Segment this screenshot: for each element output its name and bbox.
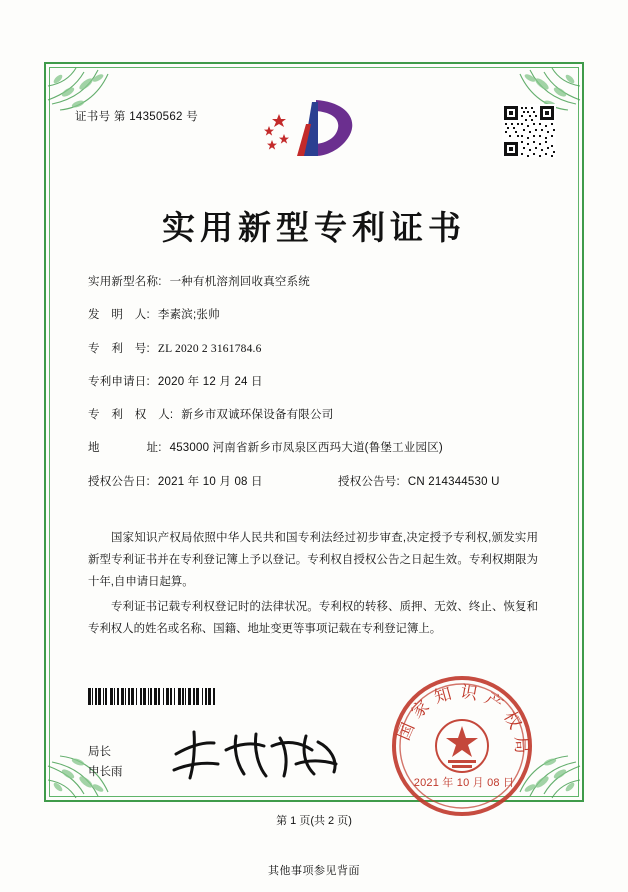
footer-note: 其他事项参见背面	[268, 865, 360, 877]
field-list	[88, 276, 540, 510]
field-label: 专利申请日:	[88, 375, 150, 388]
legal-text	[88, 528, 538, 643]
field-row	[88, 376, 540, 390]
page-number: 第 1 页(共 2 页)	[276, 815, 352, 827]
seal-date: 2021 年 10 月 08 日	[413, 777, 515, 789]
svg-text:国家知识产权局: 国家知识产权局	[393, 681, 532, 762]
field-value: 453000 河南省新乡市凤泉区西玛大道(鲁堡工业园区)	[169, 442, 443, 455]
field-row	[88, 309, 540, 323]
director-name-label: 申长雨	[88, 766, 123, 779]
field-row	[88, 276, 540, 290]
field-row	[88, 343, 540, 357]
grant-date-value: 2021 年 10 月 08 日	[157, 475, 263, 488]
paragraph: 国家知识产权局依照中华人民共和国专利法经过初步审查,决定授予专利权,颁发实用新型专利证书并在专利登记簿上予以登记。专利权自授权公告之日起生效。专利权期限为十年,自申请日起算。	[88, 532, 538, 588]
field-value: 一种有机溶剂回收真空系统	[169, 276, 311, 288]
patent-office-logo-icon	[254, 94, 374, 166]
field-value: 李素滨;张帅	[157, 309, 220, 322]
field-label: 专 利 号:	[88, 342, 150, 355]
field-label: 地 址:	[88, 442, 162, 455]
field-label: 实用新型名称:	[88, 276, 162, 288]
grant-publication-value: CN 214344530 U	[407, 475, 500, 488]
field-value: ZL 2020 2 3161784.6	[157, 342, 262, 355]
grant-date-label: 授权公告日:	[88, 475, 150, 488]
director-role-label: 局长	[88, 746, 111, 758]
field-value: 新乡市双诚环保设备有限公司	[181, 409, 334, 422]
official-red-seal-icon	[388, 672, 536, 820]
field-label: 专 利 权 人:	[88, 409, 174, 422]
field-row	[88, 409, 540, 423]
page-title: 实用新型专利证书	[162, 211, 466, 247]
handwritten-signature-icon	[168, 724, 348, 786]
signature-block	[88, 742, 123, 782]
field-row	[88, 442, 540, 456]
barcode-icon	[88, 688, 226, 705]
field-value: 2020 年 12 月 24 日	[157, 375, 263, 388]
qr-code-icon	[502, 104, 556, 158]
certificate-number: 证书号 第 14350562 号	[75, 111, 199, 123]
grant-publication-label: 授权公告号:	[338, 475, 400, 488]
paragraph: 专利证书记载专利权登记时的法律状况。专利权的转移、质押、无效、终止、恢复和专利权人的姓名或名称、国籍、地址变更等事项记载在专利登记簿上。	[88, 600, 538, 635]
grant-row	[88, 476, 540, 490]
field-label: 发 明 人:	[88, 309, 150, 322]
